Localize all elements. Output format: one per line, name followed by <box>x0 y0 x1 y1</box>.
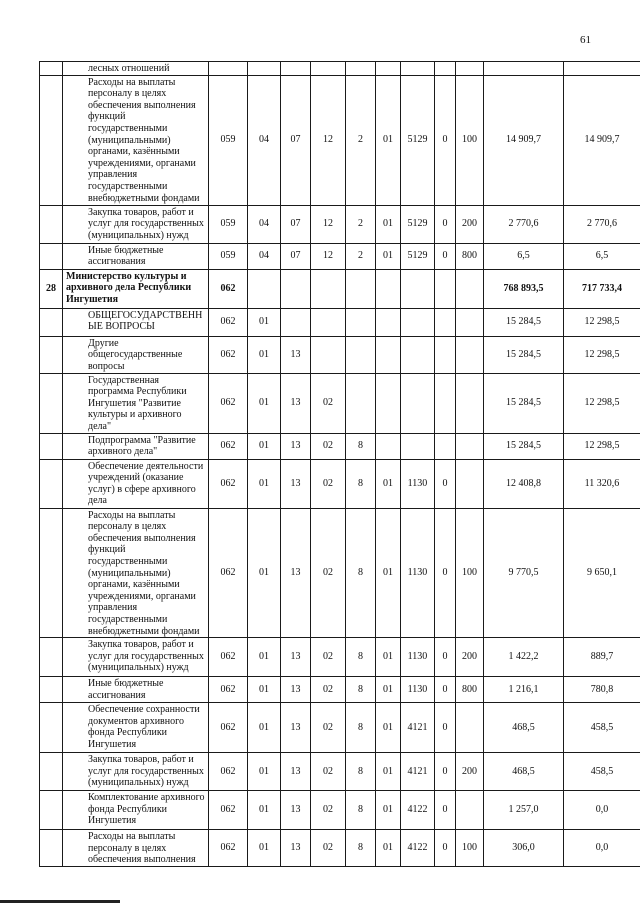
section-code: 01 <box>248 373 281 433</box>
expense-kind-code: 200 <box>456 753 484 791</box>
expense-type-code: 0 <box>435 791 456 830</box>
expense-kind-code <box>456 459 484 508</box>
direction-code <box>401 373 435 433</box>
expense-name: Другие общегосударственные вопросы <box>63 336 209 373</box>
table-row <box>40 459 640 508</box>
table-row <box>40 62 640 76</box>
subsection-code: 13 <box>281 373 311 433</box>
amount-year-2: 12 298,5 <box>564 433 640 459</box>
amount-year-1: 9 770,5 <box>484 508 564 638</box>
expense-type-code: 0 <box>435 243 456 269</box>
main-event-code: 01 <box>376 459 401 508</box>
subprogram-code: 2 <box>346 243 376 269</box>
expense-name: Закупка товаров, работ и услуг для государственных (муниципальных) нужд <box>63 205 209 243</box>
subprogram-code: 2 <box>346 205 376 243</box>
subprogram-code: 8 <box>346 459 376 508</box>
program-code: 02 <box>311 373 346 433</box>
main-event-code: 01 <box>376 243 401 269</box>
table-row <box>40 703 640 753</box>
expense-kind-code <box>456 62 484 76</box>
direction-code <box>401 308 435 336</box>
program-code <box>311 308 346 336</box>
expense-kind-code <box>456 703 484 753</box>
expense-type-code: 0 <box>435 459 456 508</box>
row-number: 28 <box>40 269 63 308</box>
row-number <box>40 433 63 459</box>
subsection-code: 13 <box>281 336 311 373</box>
program-code: 02 <box>311 703 346 753</box>
program-code: 12 <box>311 75 346 205</box>
subprogram-code <box>346 336 376 373</box>
expense-name: Государственная программа Республики Ингушетия "Развитие культуры и архивного дела" <box>63 373 209 433</box>
amount-year-1: 1 257,0 <box>484 791 564 830</box>
expense-name: Расходы на выплаты персоналу в целях обеспечения выполнения функций государственными (муниципальными) органами, казёнными учреждениями, органами управления государственными внебюджетными фондами <box>63 508 209 638</box>
direction-code <box>401 62 435 76</box>
row-number <box>40 830 63 867</box>
expense-name: Подпрограмма "Развитие архивного дела" <box>63 433 209 459</box>
expense-name: Расходы на выплаты персоналу в целях обеспечения выполнения <box>63 830 209 867</box>
table-row <box>40 373 640 433</box>
table-row <box>40 830 640 867</box>
direction-code: 1130 <box>401 677 435 703</box>
expense-type-code: 0 <box>435 677 456 703</box>
row-number <box>40 336 63 373</box>
department-code: 059 <box>209 205 248 243</box>
subprogram-code: 8 <box>346 830 376 867</box>
amount-year-2: 458,5 <box>564 753 640 791</box>
subprogram-code: 8 <box>346 791 376 830</box>
scan-edge-mark <box>0 900 120 903</box>
expense-kind-code: 800 <box>456 243 484 269</box>
subsection-code: 13 <box>281 703 311 753</box>
subsection-code: 13 <box>281 459 311 508</box>
amount-year-1: 15 284,5 <box>484 308 564 336</box>
expense-kind-code: 800 <box>456 677 484 703</box>
amount-year-2: 889,7 <box>564 638 640 677</box>
amount-year-1: 15 284,5 <box>484 336 564 373</box>
expense-name: Закупка товаров, работ и услуг для государственных (муниципальных) нужд <box>63 638 209 677</box>
main-event-code: 01 <box>376 791 401 830</box>
department-code: 062 <box>209 753 248 791</box>
section-code: 04 <box>248 75 281 205</box>
subsection-code: 13 <box>281 638 311 677</box>
section-code: 01 <box>248 308 281 336</box>
section-code: 01 <box>248 508 281 638</box>
section-code: 04 <box>248 243 281 269</box>
amount-year-1: 768 893,5 <box>484 269 564 308</box>
main-event-code: 01 <box>376 703 401 753</box>
section-code: 01 <box>248 753 281 791</box>
department-code <box>209 62 248 76</box>
subsection-code: 07 <box>281 243 311 269</box>
expense-type-code <box>435 373 456 433</box>
direction-code: 1130 <box>401 459 435 508</box>
amount-year-1: 2 770,6 <box>484 205 564 243</box>
main-event-code: 01 <box>376 830 401 867</box>
amount-year-1: 468,5 <box>484 703 564 753</box>
table-row <box>40 205 640 243</box>
main-event-code <box>376 269 401 308</box>
subsection-code: 07 <box>281 75 311 205</box>
subprogram-code: 2 <box>346 75 376 205</box>
direction-code <box>401 269 435 308</box>
main-event-code <box>376 308 401 336</box>
department-code: 062 <box>209 791 248 830</box>
expense-name: Расходы на выплаты персоналу в целях обеспечения выполнения функций государственными (муниципальными) органами, казёнными учреждениями, органами управления государственными внебюджетными фондами <box>63 75 209 205</box>
table-row <box>40 508 640 638</box>
direction-code: 5129 <box>401 243 435 269</box>
program-code <box>311 62 346 76</box>
section-code: 04 <box>248 205 281 243</box>
department-code: 062 <box>209 459 248 508</box>
expense-name: Закупка товаров, работ и услуг для государственных (муниципальных) нужд <box>63 753 209 791</box>
program-code: 02 <box>311 508 346 638</box>
amount-year-2: 12 298,5 <box>564 308 640 336</box>
section-code: 01 <box>248 459 281 508</box>
section-code: 01 <box>248 830 281 867</box>
expense-type-code <box>435 62 456 76</box>
table-row <box>40 75 640 205</box>
department-code: 062 <box>209 373 248 433</box>
subsection-code: 13 <box>281 508 311 638</box>
main-event-code <box>376 433 401 459</box>
main-event-code: 01 <box>376 638 401 677</box>
expense-type-code <box>435 308 456 336</box>
section-code: 01 <box>248 336 281 373</box>
main-event-code: 01 <box>376 677 401 703</box>
amount-year-1: 15 284,5 <box>484 433 564 459</box>
row-number <box>40 62 63 76</box>
amount-year-2: 12 298,5 <box>564 373 640 433</box>
amount-year-2: 6,5 <box>564 243 640 269</box>
expense-kind-code <box>456 336 484 373</box>
section-code: 01 <box>248 433 281 459</box>
expense-kind-code <box>456 791 484 830</box>
subsection-code <box>281 62 311 76</box>
direction-code: 4121 <box>401 753 435 791</box>
main-event-code: 01 <box>376 508 401 638</box>
subprogram-code <box>346 269 376 308</box>
amount-year-2: 458,5 <box>564 703 640 753</box>
expense-type-code: 0 <box>435 703 456 753</box>
program-code: 02 <box>311 677 346 703</box>
page-number: 61 <box>580 34 591 46</box>
table-row <box>40 243 640 269</box>
program-code: 02 <box>311 638 346 677</box>
amount-year-2: 717 733,4 <box>564 269 640 308</box>
expense-kind-code <box>456 433 484 459</box>
amount-year-1: 12 408,8 <box>484 459 564 508</box>
main-event-code <box>376 336 401 373</box>
table-row <box>40 677 640 703</box>
amount-year-1: 468,5 <box>484 753 564 791</box>
expense-type-code: 0 <box>435 508 456 638</box>
row-number <box>40 508 63 638</box>
budget-table <box>39 61 640 867</box>
department-code: 062 <box>209 830 248 867</box>
subprogram-code: 8 <box>346 433 376 459</box>
table-row <box>40 753 640 791</box>
direction-code: 5129 <box>401 205 435 243</box>
row-number <box>40 459 63 508</box>
row-number <box>40 753 63 791</box>
direction-code: 4122 <box>401 791 435 830</box>
row-number <box>40 75 63 205</box>
program-code: 12 <box>311 243 346 269</box>
amount-year-2: 780,8 <box>564 677 640 703</box>
expense-kind-code: 100 <box>456 830 484 867</box>
amount-year-2: 0,0 <box>564 791 640 830</box>
department-code: 062 <box>209 336 248 373</box>
direction-code: 4121 <box>401 703 435 753</box>
subsection-code: 13 <box>281 753 311 791</box>
row-number <box>40 243 63 269</box>
expense-type-code: 0 <box>435 205 456 243</box>
expense-name: Министерство культуры и архивного дела Республики Ингушетия <box>63 269 209 308</box>
subprogram-code <box>346 308 376 336</box>
table-row <box>40 433 640 459</box>
ministry-row <box>40 269 640 308</box>
amount-year-2: 9 650,1 <box>564 508 640 638</box>
expense-kind-code <box>456 269 484 308</box>
row-number <box>40 308 63 336</box>
main-event-code <box>376 373 401 433</box>
expense-name: Обеспечение деятельности учреждений (оказание услуг) в сфере архивного дела <box>63 459 209 508</box>
expense-type-code: 0 <box>435 753 456 791</box>
row-number <box>40 373 63 433</box>
main-event-code: 01 <box>376 205 401 243</box>
department-code: 062 <box>209 703 248 753</box>
direction-code: 1130 <box>401 508 435 638</box>
subprogram-code: 8 <box>346 638 376 677</box>
row-number <box>40 677 63 703</box>
amount-year-2: 12 298,5 <box>564 336 640 373</box>
table-row <box>40 308 640 336</box>
amount-year-1: 15 284,5 <box>484 373 564 433</box>
subprogram-code: 8 <box>346 508 376 638</box>
subsection-code: 07 <box>281 205 311 243</box>
program-code: 02 <box>311 459 346 508</box>
subsection-code: 13 <box>281 677 311 703</box>
program-code: 12 <box>311 205 346 243</box>
amount-year-2: 2 770,6 <box>564 205 640 243</box>
section-code <box>248 269 281 308</box>
expense-name: ОБЩЕГОСУДАРСТВЕНН ЫЕ ВОПРОСЫ <box>63 308 209 336</box>
row-number <box>40 791 63 830</box>
section-code <box>248 62 281 76</box>
amount-year-1: 306,0 <box>484 830 564 867</box>
table-row <box>40 791 640 830</box>
direction-code <box>401 336 435 373</box>
amount-year-2: 0,0 <box>564 830 640 867</box>
expense-type-code <box>435 269 456 308</box>
program-code <box>311 269 346 308</box>
direction-code: 5129 <box>401 75 435 205</box>
expense-type-code <box>435 336 456 373</box>
expense-name: Комплектование архивного фонда Республики Ингушетия <box>63 791 209 830</box>
table-row <box>40 638 640 677</box>
subprogram-code <box>346 62 376 76</box>
expense-type-code <box>435 433 456 459</box>
expense-kind-code: 100 <box>456 508 484 638</box>
department-code: 062 <box>209 508 248 638</box>
table-row <box>40 336 640 373</box>
section-code: 01 <box>248 638 281 677</box>
program-code: 02 <box>311 830 346 867</box>
section-code: 01 <box>248 791 281 830</box>
expense-type-code: 0 <box>435 75 456 205</box>
subsection-code: 13 <box>281 433 311 459</box>
row-number <box>40 703 63 753</box>
expense-kind-code <box>456 308 484 336</box>
department-code: 062 <box>209 269 248 308</box>
subsection-code <box>281 308 311 336</box>
main-event-code: 01 <box>376 753 401 791</box>
expense-kind-code: 200 <box>456 638 484 677</box>
amount-year-1: 1 216,1 <box>484 677 564 703</box>
amount-year-1 <box>484 62 564 76</box>
expense-name: лесных отношений <box>63 62 209 76</box>
direction-code: 1130 <box>401 638 435 677</box>
department-code: 062 <box>209 308 248 336</box>
department-code: 059 <box>209 243 248 269</box>
amount-year-1: 1 422,2 <box>484 638 564 677</box>
department-code: 062 <box>209 433 248 459</box>
department-code: 062 <box>209 638 248 677</box>
amount-year-1: 14 909,7 <box>484 75 564 205</box>
expense-type-code: 0 <box>435 830 456 867</box>
row-number <box>40 205 63 243</box>
program-code: 02 <box>311 753 346 791</box>
amount-year-2: 14 909,7 <box>564 75 640 205</box>
section-code: 01 <box>248 677 281 703</box>
expense-kind-code: 100 <box>456 75 484 205</box>
program-code: 02 <box>311 791 346 830</box>
expense-name: Иные бюджетные ассигнования <box>63 677 209 703</box>
subprogram-code: 8 <box>346 677 376 703</box>
row-number <box>40 638 63 677</box>
amount-year-2 <box>564 62 640 76</box>
department-code: 059 <box>209 75 248 205</box>
expense-name: Иные бюджетные ассигнования <box>63 243 209 269</box>
section-code: 01 <box>248 703 281 753</box>
amount-year-1: 6,5 <box>484 243 564 269</box>
expense-name: Обеспечение сохранности документов архивного фонда Республики Ингушетия <box>63 703 209 753</box>
main-event-code: 01 <box>376 75 401 205</box>
subprogram-code: 8 <box>346 703 376 753</box>
main-event-code <box>376 62 401 76</box>
program-code <box>311 336 346 373</box>
subsection-code: 13 <box>281 791 311 830</box>
amount-year-2: 11 320,6 <box>564 459 640 508</box>
subprogram-code: 8 <box>346 753 376 791</box>
expense-type-code: 0 <box>435 638 456 677</box>
expense-kind-code <box>456 373 484 433</box>
direction-code <box>401 433 435 459</box>
subsection-code: 13 <box>281 830 311 867</box>
subsection-code <box>281 269 311 308</box>
expense-kind-code: 200 <box>456 205 484 243</box>
direction-code: 4122 <box>401 830 435 867</box>
program-code: 02 <box>311 433 346 459</box>
subprogram-code <box>346 373 376 433</box>
department-code: 062 <box>209 677 248 703</box>
